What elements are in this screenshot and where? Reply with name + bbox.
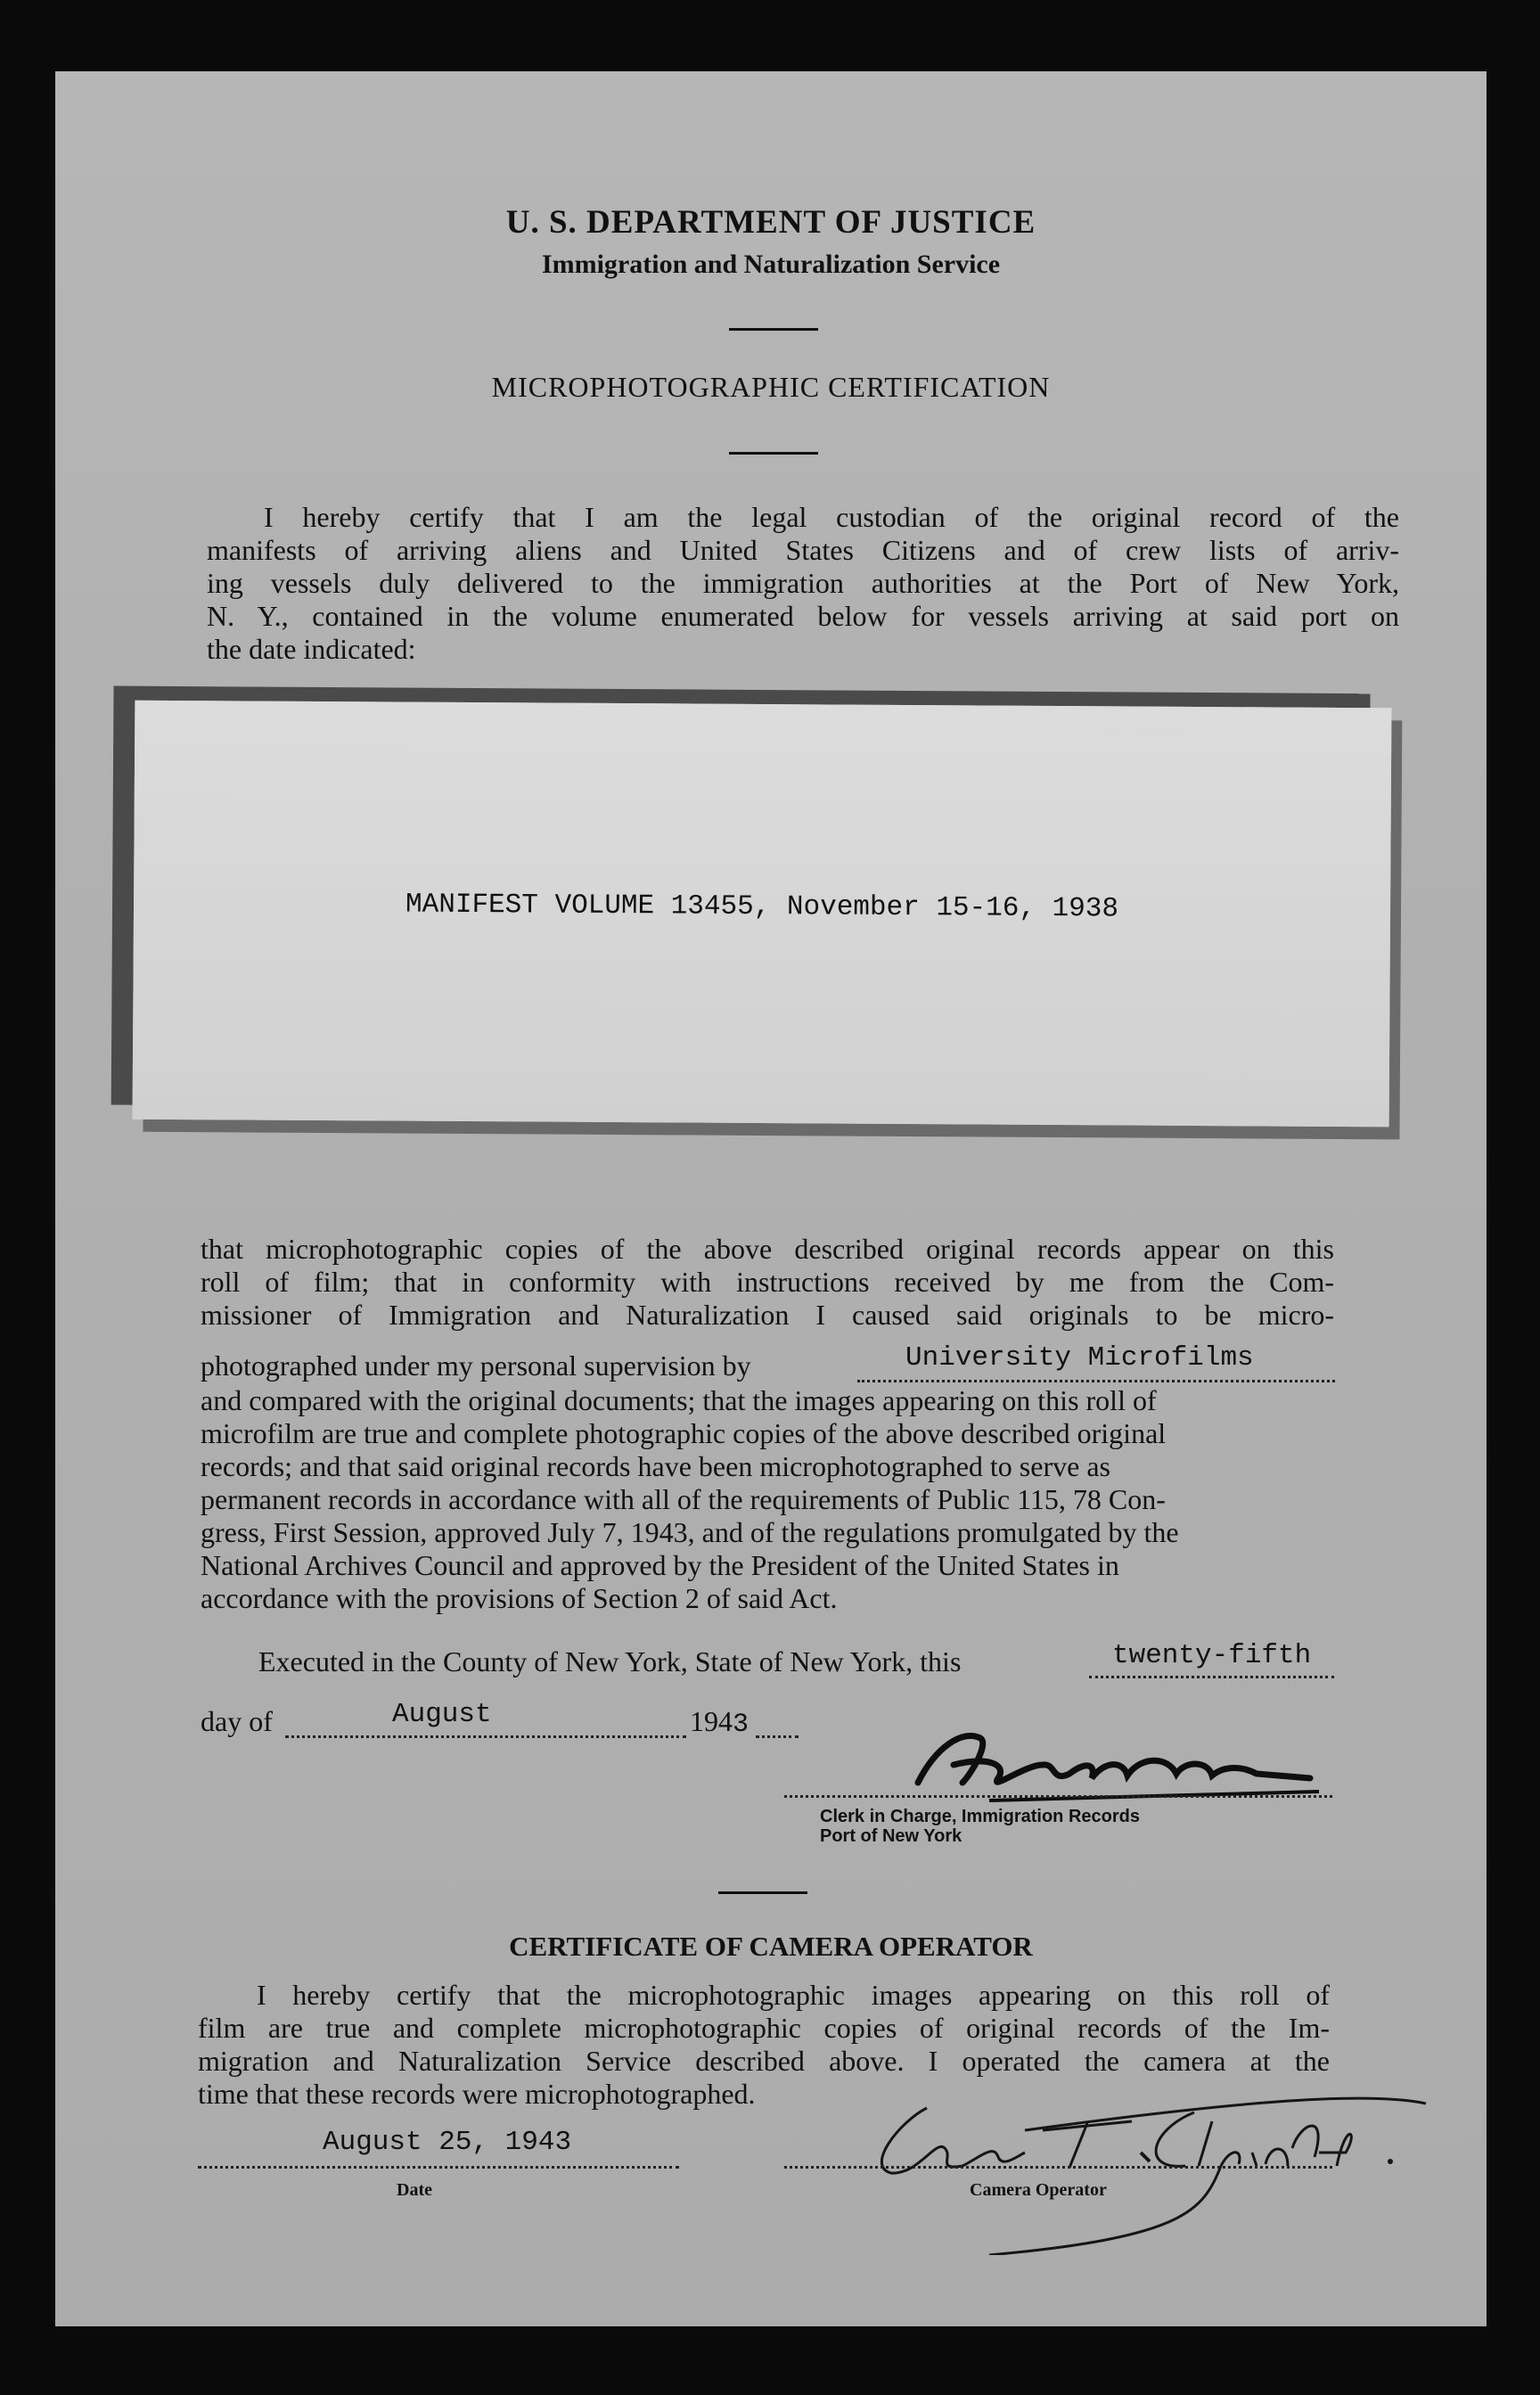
camera-date-label: Date xyxy=(397,2180,432,2200)
clerk-title: Clerk in Charge, Immigration Records xyxy=(820,1807,1140,1826)
camera-operator-signature xyxy=(847,2068,1453,2255)
service-subheading: Immigration and Naturalization Service xyxy=(541,250,1001,279)
year-prefix xyxy=(690,1705,749,1742)
camera-line: time that these records were microphotographed. xyxy=(198,2078,756,2110)
body-line: accordance with the provisions of Section 2 of said Act. xyxy=(201,1582,838,1614)
volume-slip xyxy=(133,701,1392,1128)
body-line: missioner of Immigration and Naturalization I caused said originals to be micro- xyxy=(201,1299,1334,1331)
intro-line-2: manifests of arriving aliens and United States Citizens and of crew lists of arriv- xyxy=(207,534,1399,566)
camera-line: film are true and complete microphotographic copies of original records of the Im- xyxy=(198,2012,1330,2044)
camera-operator-label: Camera Operator xyxy=(970,2180,1107,2200)
body-paragraph-1 xyxy=(201,1233,1334,1332)
body-line: that microphotographic copies of the above described original records appear on this xyxy=(201,1233,1334,1265)
camera-date-line xyxy=(198,2166,679,2169)
executed-label: Executed in the County of New York, State of New York, this xyxy=(258,1645,962,1677)
divider xyxy=(729,328,818,331)
divider xyxy=(729,452,818,455)
camera-certificate-title: CERTIFICATE OF CAMERA OPERATOR xyxy=(509,1931,1033,1962)
intro-line xyxy=(207,501,1399,666)
clerk-port: Port of New York xyxy=(820,1826,962,1846)
photographed-by-label: photographed under my personal supervision by xyxy=(201,1349,751,1382)
year-suffix: 3 xyxy=(733,1710,750,1740)
executed-day-value: twenty-fifth xyxy=(1112,1640,1312,1671)
camera-operator-line xyxy=(784,2166,1332,2169)
body-line: microfilm are true and complete photographic copies of the above described original xyxy=(201,1417,1167,1449)
body-line: gress, First Session, approved July 7, 1943, and of the regulations promulgated by the xyxy=(201,1516,1179,1548)
intro-line-5: the date indicated: xyxy=(207,633,416,665)
intro-line-3: ing vessels duly delivered to the immigration authorities at the Port of New York, xyxy=(207,567,1399,599)
intro-line-4: N. Y., contained in the volume enumerated below for vessels arriving at said port on xyxy=(207,600,1399,632)
photographed-by-line xyxy=(857,1380,1335,1382)
divider xyxy=(718,1891,807,1894)
body-line: and compared with the original documents; that the images appearing on this roll of xyxy=(201,1384,1157,1416)
clerk-signature-line xyxy=(784,1795,1332,1798)
year-prefix-text: 194 xyxy=(690,1705,733,1737)
camera-date-value: August 25, 1943 xyxy=(323,2127,572,2158)
camera-line: migration and Naturalization Service described above. I operated the camera at the xyxy=(198,2045,1330,2077)
year-line xyxy=(756,1735,799,1738)
month-value: August xyxy=(392,1699,492,1730)
executed-day-line xyxy=(1089,1676,1334,1678)
department-heading: U. S. DEPARTMENT OF JUSTICE xyxy=(505,204,1036,241)
manifest-volume: MANIFEST VOLUME 13455, November 15-16, 1938 xyxy=(405,889,1119,925)
body-line: records; and that said original records have been microphotographed to serve as xyxy=(201,1450,1110,1482)
body-paragraph-2 xyxy=(201,1384,1334,1615)
body-line: National Archives Council and approved by the President of the United States in xyxy=(201,1549,1119,1581)
body-line: permanent records in accordance with all of the requirements of Public 115, 78 Con- xyxy=(201,1483,1166,1515)
clerk-signature xyxy=(900,1711,1346,1805)
month-line xyxy=(285,1735,686,1738)
day-of-label: day of xyxy=(201,1705,273,1737)
camera-line: I hereby certify that the microphotographic images appearing on this roll of xyxy=(257,1979,1330,2011)
body-line: roll of film; that in conformity with instructions received by me from the Com- xyxy=(201,1266,1334,1298)
certification-title: MICROPHOTOGRAPHIC CERTIFICATION xyxy=(491,371,1051,403)
photographed-by-value: University Microfilms xyxy=(905,1342,1254,1374)
intro-line-1: I hereby certify that I am the legal custodian of the original record of the xyxy=(264,501,1399,533)
